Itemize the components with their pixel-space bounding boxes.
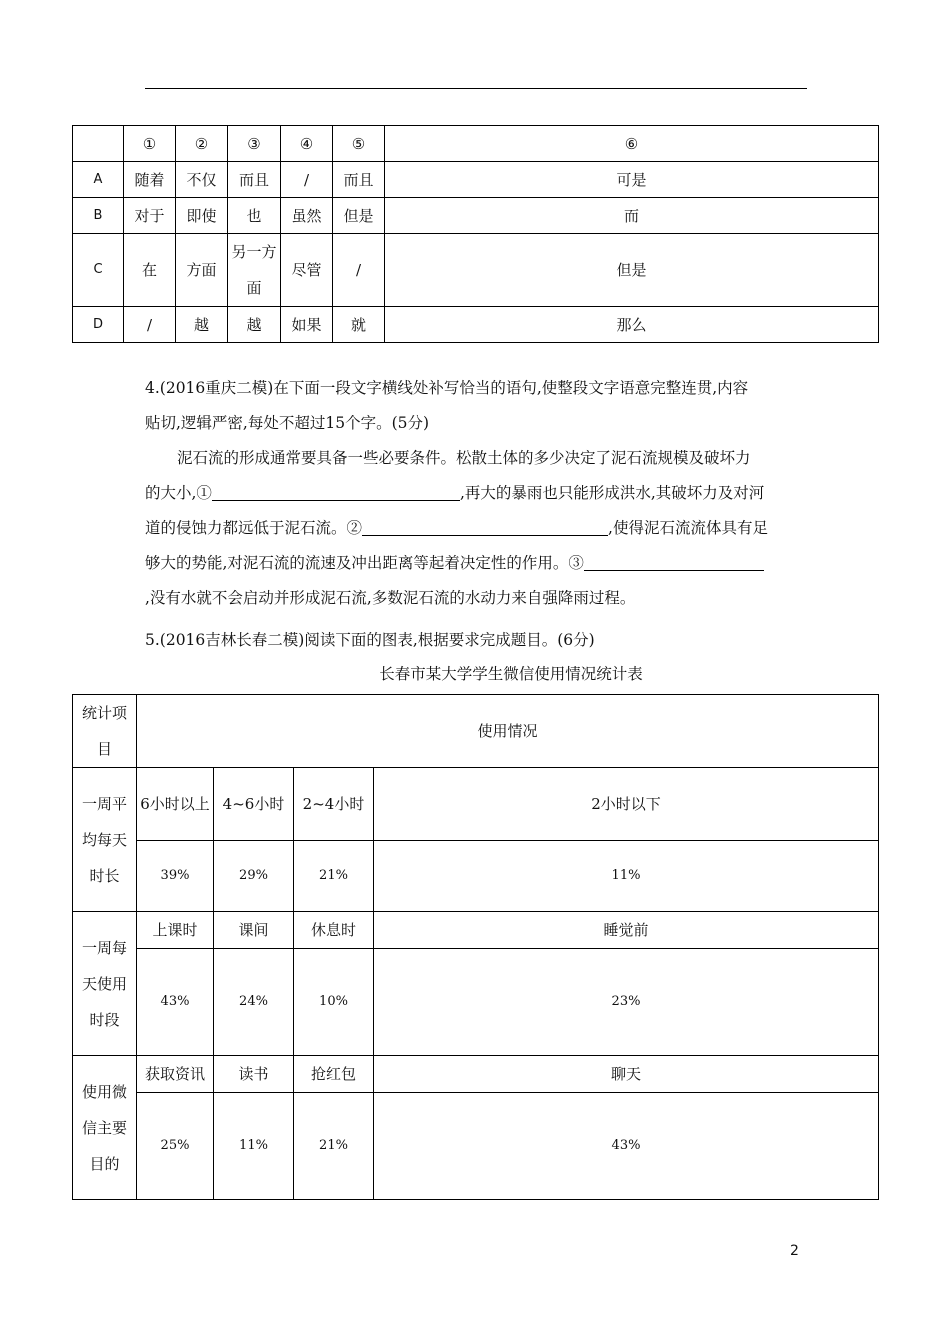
category-cell: 睡觉前	[374, 912, 879, 949]
table-cell: 越	[176, 307, 228, 343]
table-cell: 可是	[385, 162, 879, 198]
group-label: 一周每天使用时段	[73, 912, 137, 1056]
value-cell: 29%	[214, 841, 294, 912]
category-cell: 抢红包	[294, 1056, 374, 1093]
row-label: A	[73, 162, 124, 198]
table-row	[73, 912, 879, 949]
options-table	[72, 125, 879, 343]
answer-blank-3[interactable]	[584, 552, 764, 571]
category-cell: 读书	[214, 1056, 294, 1093]
category-cell: 休息时	[294, 912, 374, 949]
row-label: B	[73, 198, 124, 234]
table-cell: /	[124, 307, 176, 343]
category-cell: 2~4小时	[294, 768, 374, 841]
group-label: 使用微信主要目的	[73, 1056, 137, 1200]
table-cell: 就	[333, 307, 385, 343]
answer-blank-2[interactable]	[362, 517, 608, 536]
table-cell: 对于	[124, 198, 176, 234]
row-label: D	[73, 307, 124, 343]
table-cell: 但是	[385, 234, 879, 307]
table-row	[73, 768, 879, 841]
header-usage: 使用情况	[137, 695, 879, 768]
category-cell: 4~6小时	[214, 768, 294, 841]
table-cell: ⑥	[385, 126, 879, 162]
value-cell: 11%	[214, 1093, 294, 1200]
group-label: 一周平均每天时长	[73, 768, 137, 912]
header-rule	[145, 88, 807, 89]
value-cell: 21%	[294, 1093, 374, 1200]
table-row	[73, 1056, 879, 1093]
table-cell: ①	[124, 126, 176, 162]
wechat-usage-table	[72, 694, 879, 1200]
table-row	[73, 234, 879, 307]
category-cell: 6小时以上	[137, 768, 214, 841]
table-row	[73, 126, 879, 162]
table-cell	[73, 126, 124, 162]
table-cell: 越	[228, 307, 281, 343]
table-row	[73, 198, 879, 234]
table-row	[73, 162, 879, 198]
value-cell: 43%	[137, 949, 214, 1056]
table-cell: 另一方面	[228, 234, 281, 307]
table-cell: 而且	[228, 162, 281, 198]
value-cell: 24%	[214, 949, 294, 1056]
question-4-stem: 4.(2016重庆二模)在下面一段文字横线处补写恰当的语句,使整段文字语意完整连贯,内容 贴切,逻辑严密,每处不超过15个字。(5分)	[145, 379, 749, 432]
table-cell: 不仅	[176, 162, 228, 198]
table-cell: /	[281, 162, 333, 198]
value-cell: 11%	[374, 841, 879, 912]
table-cell: ⑤	[333, 126, 385, 162]
table-row	[73, 695, 879, 768]
table-cell: /	[333, 234, 385, 307]
table-cell: 即使	[176, 198, 228, 234]
table-cell: 方面	[176, 234, 228, 307]
table-cell: 在	[124, 234, 176, 307]
table-cell: 但是	[333, 198, 385, 234]
category-cell: 获取资讯	[137, 1056, 214, 1093]
row-label: C	[73, 234, 124, 307]
question-4-passage: 泥石流的形成通常要具备一些必要条件。松散土体的多少决定了泥石流规模及破坏力 的大小,① ,再大的暴雨也只能形成洪水,其破坏力及对河 道的侵蚀力都远低于泥石流。② ,使得泥石流流体具有足 够大的势能,对泥石流的流速及冲出距离等起着决定性的作用。③ ,没有水就不会启动并形成泥石流,多数泥石流的水动力来自强降雨过程。	[145, 449, 768, 607]
table-cell: 而且	[333, 162, 385, 198]
page-number: 2	[790, 1243, 799, 1259]
table-cell: ④	[281, 126, 333, 162]
category-cell: 课间	[214, 912, 294, 949]
table-row	[73, 307, 879, 343]
value-cell: 39%	[137, 841, 214, 912]
table-cell: 尽管	[281, 234, 333, 307]
category-cell: 上课时	[137, 912, 214, 949]
table-cell: 虽然	[281, 198, 333, 234]
table-cell: ③	[228, 126, 281, 162]
table-cell: ②	[176, 126, 228, 162]
answer-blank-1[interactable]	[212, 482, 460, 501]
value-cell: 21%	[294, 841, 374, 912]
table-cell: 也	[228, 198, 281, 234]
category-cell: 2小时以下	[374, 768, 879, 841]
value-cell: 25%	[137, 1093, 214, 1200]
table-row	[73, 1093, 879, 1200]
table-title: 长春市某大学学生微信使用情况统计表	[379, 665, 643, 683]
table-cell: 随着	[124, 162, 176, 198]
category-cell: 聊天	[374, 1056, 879, 1093]
table-row	[73, 949, 879, 1056]
value-cell: 43%	[374, 1093, 879, 1200]
table-cell: 而	[385, 198, 879, 234]
value-cell: 10%	[294, 949, 374, 1056]
header-item: 统计项目	[73, 695, 137, 768]
table-row	[73, 841, 879, 912]
table-cell: 如果	[281, 307, 333, 343]
table-cell: 那么	[385, 307, 879, 343]
question-5-stem: 5.(2016吉林长春二模)阅读下面的图表,根据要求完成题目。(6分)	[145, 631, 595, 649]
value-cell: 23%	[374, 949, 879, 1056]
